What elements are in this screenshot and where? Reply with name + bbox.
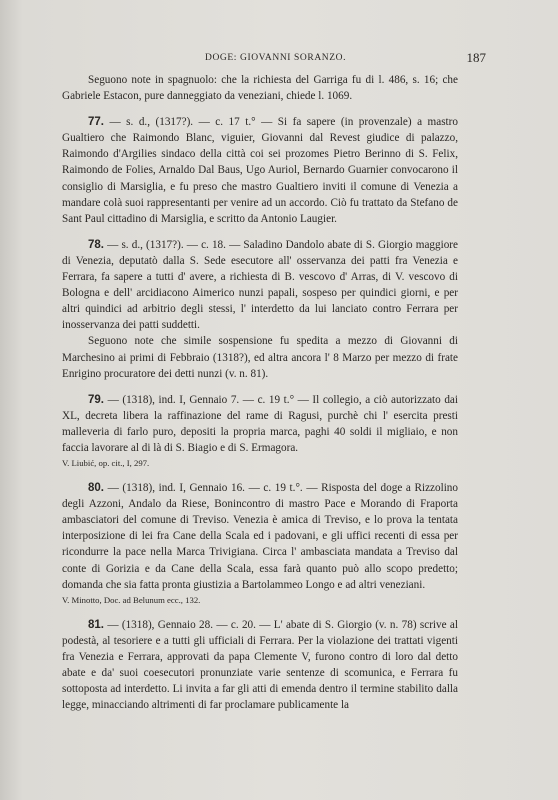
- page-number: 187: [466, 50, 486, 65]
- entry-80: [62, 480, 458, 607]
- entry-79: [62, 392, 458, 470]
- entry-number: 78.: [88, 238, 104, 251]
- entry-note: Seguono note che simile sospensione fu spedita a mezzo di Giovanni di Marchesino ai primi di Febbraio (1318?), ed altra ancora l' 8 Marzo per mezzo di frate Enrigino procuratore dei detti nunzi (v. n. 81).: [62, 335, 458, 380]
- running-title: DOGE: GIOVANNI SORANZO.: [205, 53, 347, 63]
- entry-text: — s. d., (1317?). — c. 17 t.° — Si fa sapere (in provenzale) a mastro Gualtiero che Raimondo Blanc, viguier, Giovanni dal Revest giudice di palazzo, Raimondo d'Argilies sindaco della città coi sei prozomes Pietro Berinno di S. Felix, Raimondo de Folies, Arnaldo Dal Baus, Ugo Auriol, Bernardo Guarnier convocarono il consiglio di Marsiglia, e fu preso che mastro Gualtiero inviti il comune di Venezia a mandare colà suoi rappresentanti per venire ad un accordo. Ciò fu trattato da Stefano de Sant Paul cittadino di Marsiglia, e scritto da Antonio Laugier.: [62, 116, 458, 225]
- entry-81: [62, 617, 458, 714]
- body-text: [62, 72, 458, 723]
- entry-text: — s. d., (1317?). — c. 18. — Saladino Dandolo abate di S. Giorgio maggiore di Venezia, deputatò dalla S. Sede esecutore all' osservanza dei patti fra Venezia e Ferrara, fa sapere a tutti d' avere, a richiesta di B. vescovo d' Arras, di V. vescovo di Bologna e dell' arcidiacono Aimerico nunzi papali, sospeso per quindici giorni, e per altri quindici ad arbitrio degli stessi, l' interdetto da lui lanciato contro Ferrara per inosservanza dei patti suddetti.: [62, 238, 458, 332]
- page-header: [0, 50, 558, 69]
- entry-citation: V. Liubić, op. cit., I, 297.: [62, 458, 150, 469]
- entry-citation: V. Minotto, Doc. ad Belunum ecc., 132.: [62, 594, 201, 605]
- entry-number: 80.: [88, 482, 104, 495]
- entry-number: 77.: [88, 116, 104, 129]
- entry-77: [62, 114, 458, 227]
- entry-number: 79.: [88, 393, 104, 406]
- entry-78: [62, 237, 458, 382]
- intro-paragraph: Seguono note in spagnuolo: che la richiesta del Garriga fu di l. 486, s. 16; che Gabriele Estacon, pure danneggiato da veneziani, chiede l. 1069.: [62, 74, 458, 103]
- entry-number: 81.: [88, 618, 104, 631]
- entry-text: — (1318), ind. I, Gennaio 16. — c. 19 t.°. — Risposta del doge a Rizzolino degli Azzoni, Andalo da Riese, Bonincontro di mastro Pace e Morando di Fraporta ambasciatori del comune di Treviso. Venezia è amica di Treviso, e lo prova la tentata interposizione di lei fra Cane della Scala ed i padovani, e gli uffici recenti di essa per ricondurre la pace nella Marca Trivigiana. Circa l' ambasciata mandata a Treviso dal conte di Gorizia e da Cane della Scala, essa farà quanto può allo scopo predetto; domanda che sia fatta pronta giustizia a Bartolammeo Longo e ad altri veneziani.: [62, 482, 458, 591]
- entry-text: — (1318), Gennaio 28. — c. 20. — L' abate di S. Giorgio (v. n. 78) scrive al podestà, al tesoriere e a tutti gli ufficiali di Ferrara. Per la violazione dei trattati vigenti fra Venezia e Ferrara, approvati da papa Clemente V, furono contro di loro dal detto abate e da' suoi coesecutori pronunziate varie sentenze di scomunica, e Ferrara fu sottoposta ad interdetto. Li invita a far gli atti di emenda dentro il termine stabilito dalla legge, minacciando altrimenti di far proclamare publicamente la: [62, 618, 458, 712]
- entry-text: — (1318), ind. I, Gennaio 7. — c. 19 t.° — Il collegio, a ciò autorizzato dai XL, decreta libera la raffinazione del rame di Ragusi, purchè chi l' esercita presti malleveria di farlo puro, depositi la propria marca, paghi 40 soldi il migliaio, e non faccia lavorare al di là di S. Biagio e di S. Ermagora.: [62, 393, 458, 454]
